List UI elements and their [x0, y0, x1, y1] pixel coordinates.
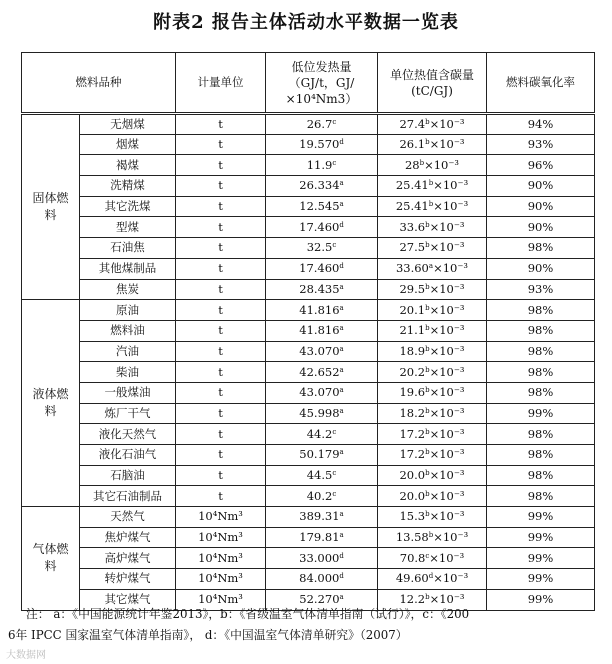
ncv-value: 28.435: [299, 281, 340, 296]
cc-source: b: [425, 220, 430, 229]
cc-source: b: [425, 282, 430, 291]
oxidation-rate-cell: 98%: [487, 465, 595, 486]
cc-multiplier: ×10⁻³: [429, 343, 465, 358]
cc-multiplier: ×10⁻³: [433, 571, 469, 586]
cc-source: b: [425, 593, 430, 602]
table-row: [22, 362, 595, 383]
cc-source: b: [425, 303, 430, 312]
ncv-cell: [266, 320, 378, 341]
fuel-name-cell: 其它煤气: [80, 589, 176, 610]
table-row: [22, 176, 595, 197]
carbon-content-cell: [378, 527, 487, 548]
ncv-source: a: [339, 200, 344, 209]
cc-source: b: [425, 386, 430, 395]
cc-multiplier: ×10⁻³: [429, 323, 465, 338]
cc-source: b: [425, 469, 430, 478]
table-row: [22, 486, 595, 507]
unit-cell: 10⁴Nm³: [176, 507, 266, 528]
table-row: [22, 300, 595, 321]
cc-multiplier: ×10⁻³: [429, 426, 465, 441]
unit-cell: t: [176, 217, 266, 238]
ncv-cell: [266, 300, 378, 321]
fuel-name-cell: 焦炉煤气: [80, 527, 176, 548]
ncv-cell: [266, 134, 378, 155]
ncv-value: 50.179: [299, 447, 340, 462]
carbon-content-cell: [378, 279, 487, 300]
cc-source: b: [425, 324, 430, 333]
cc-source: b: [428, 531, 434, 540]
ncv-value: 17.460: [299, 219, 340, 234]
fuel-name-cell: 石脑油: [80, 465, 176, 486]
ncv-cell: [266, 341, 378, 362]
ncv-source: c: [332, 241, 337, 250]
ncv-cell: [266, 279, 378, 300]
ncv-source: c: [332, 158, 337, 167]
carbon-content-cell: [378, 382, 487, 403]
carbon-content-cell: [378, 548, 487, 569]
cc-value: 21.1: [399, 323, 426, 338]
fuel-name-cell: 液化石油气: [80, 445, 176, 466]
cc-source: b: [425, 427, 430, 436]
fuel-name-cell: 汽油: [80, 341, 176, 362]
fuel-name-cell: 高炉煤气: [80, 548, 176, 569]
category-cell: [22, 114, 80, 300]
ncv-cell: [266, 548, 378, 569]
cc-multiplier: ×10⁻³: [433, 199, 469, 214]
unit-cell: t: [176, 320, 266, 341]
fuel-name-cell: 炼厂干气: [80, 403, 176, 424]
category-cell: [22, 300, 80, 507]
table-row: [22, 196, 595, 217]
cc-multiplier: ×10⁻³: [429, 488, 465, 503]
table-row: [22, 507, 595, 528]
ncv-value: 42.652: [299, 364, 340, 379]
cc-multiplier: ×10⁻³: [429, 592, 465, 607]
ncv-value: 44.2: [306, 426, 333, 441]
carbon-content-cell: [378, 486, 487, 507]
oxidation-rate-cell: 93%: [487, 279, 595, 300]
unit-cell: t: [176, 486, 266, 507]
cc-value: 29.5: [399, 281, 426, 296]
cc-value: 13.58: [395, 530, 429, 545]
ncv-value: 26.334: [299, 178, 340, 193]
cc-multiplier: ×10⁻³: [433, 178, 469, 193]
fuel-name-cell: 其它洗煤: [80, 196, 176, 217]
ncv-source: a: [339, 531, 344, 540]
header-ncv-line2: （GJ/t，GJ/×10⁴Nm3）: [285, 75, 358, 106]
oxidation-rate-cell: 98%: [487, 320, 595, 341]
fuel-name-cell: 焦炭: [80, 279, 176, 300]
cc-value: 20.2: [399, 364, 426, 379]
unit-cell: t: [176, 424, 266, 445]
ncv-cell: [266, 176, 378, 197]
carbon-content-cell: [378, 155, 487, 176]
cc-multiplier: ×10⁻³: [429, 509, 465, 524]
cc-value: 17.2: [399, 426, 426, 441]
cc-multiplier: ×10⁻³: [429, 447, 465, 462]
ncv-value: 52.270: [299, 592, 340, 607]
ncv-source: c: [332, 469, 337, 478]
unit-cell: t: [176, 382, 266, 403]
carbon-content-cell: [378, 569, 487, 590]
cc-multiplier: ×10⁻³: [433, 261, 469, 276]
ncv-source: a: [339, 386, 344, 395]
cc-multiplier: ×10⁻³: [429, 240, 465, 255]
carbon-content-cell: [378, 300, 487, 321]
ncv-cell: [266, 465, 378, 486]
cc-source: b: [425, 489, 430, 498]
cc-source: b: [425, 138, 430, 147]
oxidation-rate-cell: 98%: [487, 341, 595, 362]
oxidation-rate-cell: 99%: [487, 589, 595, 610]
table-row: [22, 548, 595, 569]
fuel-name-cell: 褐煤: [80, 155, 176, 176]
ncv-value: 179.81: [299, 530, 340, 545]
unit-cell: t: [176, 176, 266, 197]
table-row: [22, 465, 595, 486]
header-unit: 计量单位: [176, 53, 266, 114]
carbon-content-cell: [378, 424, 487, 445]
ncv-cell: [266, 362, 378, 383]
cc-source: b: [425, 241, 430, 250]
ncv-cell: [266, 217, 378, 238]
fuel-name-cell: 一般煤油: [80, 382, 176, 403]
header-ncv-line1: 低位发热量: [291, 59, 352, 74]
watermark: 大数据网: [6, 650, 46, 661]
unit-cell: 10⁴Nm³: [176, 548, 266, 569]
ncv-value: 32.5: [306, 240, 333, 255]
ncv-source: a: [339, 365, 344, 374]
category-label-line1: 气体燃: [32, 542, 69, 557]
unit-cell: t: [176, 341, 266, 362]
unit-cell: t: [176, 258, 266, 279]
cc-value: 12.2: [399, 592, 426, 607]
cc-value: 70.8: [399, 550, 426, 565]
table-row: [22, 569, 595, 590]
cc-value: 33.60: [395, 261, 429, 276]
ncv-cell: [266, 445, 378, 466]
ncv-cell: [266, 507, 378, 528]
ncv-source: a: [339, 344, 344, 353]
cc-value: 49.60: [395, 571, 429, 586]
cc-value: 18.9: [399, 343, 426, 358]
ncv-cell: [266, 403, 378, 424]
cc-source: b: [425, 365, 430, 374]
oxidation-rate-cell: 98%: [487, 445, 595, 466]
ncv-value: 43.070: [299, 343, 340, 358]
table-row: [22, 341, 595, 362]
ncv-source: a: [339, 510, 344, 519]
fuel-name-cell: 柴油: [80, 362, 176, 383]
header-fuel: 燃料品种: [22, 53, 176, 114]
footnote: [8, 604, 596, 646]
carbon-content-cell: [378, 176, 487, 197]
cc-source: b: [425, 344, 430, 353]
cc-value: 20.0: [399, 468, 426, 483]
header-cc-line1: 单位热值含碳量: [389, 67, 474, 82]
carbon-content-cell: [378, 217, 487, 238]
cc-source: c: [425, 551, 430, 560]
fuel-name-cell: 石油焦: [80, 238, 176, 259]
fuel-name-cell: 液化天然气: [80, 424, 176, 445]
cc-multiplier: ×10⁻³: [429, 281, 465, 296]
cc-value: 19.6: [399, 385, 426, 400]
ncv-value: 19.570: [299, 137, 340, 152]
ncv-value: 44.5: [306, 468, 333, 483]
table-row: [22, 217, 595, 238]
cc-multiplier: ×10⁻³: [429, 137, 465, 152]
header-cc-line2: (tC/GJ): [411, 83, 453, 98]
carbon-content-cell: [378, 134, 487, 155]
cc-multiplier: ×10⁻³: [429, 302, 465, 317]
ncv-source: a: [339, 406, 344, 415]
table-row: [22, 114, 595, 135]
oxidation-rate-cell: 98%: [487, 362, 595, 383]
oxidation-rate-cell: 90%: [487, 196, 595, 217]
oxidation-rate-cell: 96%: [487, 155, 595, 176]
cc-source: a: [428, 262, 434, 271]
cc-source: b: [428, 179, 434, 188]
unit-cell: 10⁴Nm³: [176, 569, 266, 590]
ncv-source: a: [339, 324, 344, 333]
ncv-value: 43.070: [299, 385, 340, 400]
ncv-source: d: [339, 551, 344, 560]
unit-cell: t: [176, 114, 266, 135]
oxidation-rate-cell: 98%: [487, 300, 595, 321]
category-label-line2: 料: [44, 404, 57, 419]
oxidation-rate-cell: 98%: [487, 238, 595, 259]
cc-source: b: [425, 406, 430, 415]
cc-multiplier: ×10⁻³: [433, 530, 469, 545]
oxidation-rate-cell: 90%: [487, 217, 595, 238]
unit-cell: 10⁴Nm³: [176, 527, 266, 548]
category-label-line2: 料: [44, 208, 57, 223]
cc-source: b: [428, 200, 434, 209]
ncv-source: a: [339, 179, 344, 188]
ncv-source: d: [339, 572, 344, 581]
unit-cell: 10⁴Nm³: [176, 589, 266, 610]
ncv-value: 11.9: [306, 157, 333, 172]
oxidation-rate-cell: 90%: [487, 258, 595, 279]
table-row: [22, 279, 595, 300]
carbon-content-cell: [378, 445, 487, 466]
cc-value: 25.41: [395, 178, 429, 193]
cc-source: b: [425, 510, 430, 519]
ncv-value: 12.545: [299, 199, 340, 214]
ncv-source: d: [339, 220, 344, 229]
cc-multiplier: ×10⁻³: [429, 550, 465, 565]
ncv-source: a: [339, 448, 344, 457]
ncv-cell: [266, 238, 378, 259]
fuel-name-cell: 天然气: [80, 507, 176, 528]
header-row: [22, 53, 595, 114]
fuel-name-cell: 型煤: [80, 217, 176, 238]
carbon-content-cell: [378, 196, 487, 217]
carbon-content-cell: [378, 320, 487, 341]
cc-source: b: [425, 117, 430, 126]
cc-value: 15.3: [399, 509, 426, 524]
header-carbon-content: [378, 53, 487, 114]
cc-multiplier: ×10⁻³: [429, 116, 465, 131]
ncv-value: 41.816: [299, 323, 340, 338]
oxidation-rate-cell: 99%: [487, 403, 595, 424]
table-row: [22, 238, 595, 259]
cc-value: 33.6: [399, 219, 426, 234]
ncv-source: c: [332, 427, 337, 436]
unit-cell: t: [176, 403, 266, 424]
ncv-source: c: [332, 489, 337, 498]
cc-value: 20.0: [399, 488, 426, 503]
header-oxidation: 燃料碳氧化率: [487, 53, 595, 114]
unit-cell: t: [176, 300, 266, 321]
cc-multiplier: ×10⁻³: [429, 405, 465, 420]
ncv-cell: [266, 527, 378, 548]
fuel-name-cell: 其他煤制品: [80, 258, 176, 279]
ncv-value: 84.000: [299, 571, 340, 586]
oxidation-rate-cell: 98%: [487, 382, 595, 403]
ncv-value: 33.000: [299, 550, 340, 565]
ncv-value: 26.7: [306, 116, 333, 131]
unit-cell: t: [176, 238, 266, 259]
ncv-value: 40.2: [306, 488, 333, 503]
ncv-cell: [266, 258, 378, 279]
ncv-source: c: [332, 117, 337, 126]
carbon-content-cell: [378, 465, 487, 486]
category-label-line1: 固体燃: [32, 191, 69, 206]
oxidation-rate-cell: 93%: [487, 134, 595, 155]
table-row: [22, 320, 595, 341]
table-row: [22, 134, 595, 155]
ncv-cell: [266, 486, 378, 507]
ncv-source: a: [339, 593, 344, 602]
ncv-cell: [266, 155, 378, 176]
cc-value: 18.2: [399, 405, 426, 420]
category-cell: [22, 507, 80, 610]
cc-multiplier: ×10⁻³: [429, 219, 465, 234]
cc-value: 28: [404, 157, 420, 172]
ncv-source: d: [339, 262, 344, 271]
ncv-value: 17.460: [299, 261, 340, 276]
cc-source: b: [419, 158, 425, 167]
ncv-cell: [266, 424, 378, 445]
fuel-name-cell: 燃料油: [80, 320, 176, 341]
cc-value: 17.2: [399, 447, 426, 462]
fuel-name-cell: 无烟煤: [80, 114, 176, 135]
ncv-value: 389.31: [299, 509, 340, 524]
carbon-content-cell: [378, 341, 487, 362]
header-ncv: [266, 53, 378, 114]
unit-cell: t: [176, 196, 266, 217]
table-row: [22, 258, 595, 279]
cc-value: 25.41: [395, 199, 429, 214]
category-label-line2: 料: [44, 559, 57, 574]
table-row: [22, 403, 595, 424]
cc-multiplier: ×10⁻³: [429, 385, 465, 400]
table-row: [22, 424, 595, 445]
unit-cell: t: [176, 445, 266, 466]
carbon-content-cell: [378, 258, 487, 279]
fuel-name-cell: 转炉煤气: [80, 569, 176, 590]
table-body: [22, 114, 595, 611]
cc-value: 26.1: [399, 137, 426, 152]
cc-value: 27.4: [399, 116, 426, 131]
ncv-cell: [266, 114, 378, 135]
cc-source: b: [425, 448, 430, 457]
table-row: [22, 155, 595, 176]
footnote-line1: 注： a：《中国能源统计年鉴2013》，b：《省级温室气体清单指南（试行）》，c：《200: [26, 607, 470, 621]
activity-data-table: [21, 52, 595, 611]
table-row: [22, 445, 595, 466]
table-row: [22, 382, 595, 403]
oxidation-rate-cell: 90%: [487, 176, 595, 197]
cc-value: 27.5: [399, 240, 426, 255]
ncv-cell: [266, 196, 378, 217]
cc-multiplier: ×10⁻³: [429, 364, 465, 379]
carbon-content-cell: [378, 403, 487, 424]
unit-cell: t: [176, 362, 266, 383]
ncv-cell: [266, 569, 378, 590]
carbon-content-cell: [378, 507, 487, 528]
ncv-source: a: [339, 282, 344, 291]
ncv-value: 41.816: [299, 302, 340, 317]
table-row: [22, 527, 595, 548]
oxidation-rate-cell: 94%: [487, 114, 595, 135]
cc-value: 20.1: [399, 302, 426, 317]
ncv-source: d: [339, 138, 344, 147]
unit-cell: t: [176, 465, 266, 486]
oxidation-rate-cell: 99%: [487, 548, 595, 569]
cc-source: d: [428, 572, 434, 581]
cc-multiplier: ×10⁻³: [424, 157, 460, 172]
oxidation-rate-cell: 98%: [487, 424, 595, 445]
ncv-cell: [266, 382, 378, 403]
carbon-content-cell: [378, 114, 487, 135]
footnote-line2: 6年 IPCC 国家温室气体清单指南》， d：《中国温室气体清单研究》（2007）: [8, 628, 408, 642]
fuel-name-cell: 原油: [80, 300, 176, 321]
unit-cell: t: [176, 279, 266, 300]
oxidation-rate-cell: 99%: [487, 507, 595, 528]
unit-cell: t: [176, 134, 266, 155]
oxidation-rate-cell: 99%: [487, 569, 595, 590]
ncv-source: a: [339, 303, 344, 312]
fuel-name-cell: 洗精煤: [80, 176, 176, 197]
oxidation-rate-cell: 98%: [487, 486, 595, 507]
carbon-content-cell: [378, 362, 487, 383]
unit-cell: t: [176, 155, 266, 176]
category-label-line1: 液体燃: [32, 387, 69, 402]
oxidation-rate-cell: 99%: [487, 527, 595, 548]
cc-multiplier: ×10⁻³: [429, 468, 465, 483]
fuel-name-cell: 烟煤: [80, 134, 176, 155]
carbon-content-cell: [378, 238, 487, 259]
ncv-value: 45.998: [299, 405, 340, 420]
fuel-name-cell: 其它石油制品: [80, 486, 176, 507]
page-title: 附表2 报告主体活动水平数据一览表: [153, 12, 459, 33]
